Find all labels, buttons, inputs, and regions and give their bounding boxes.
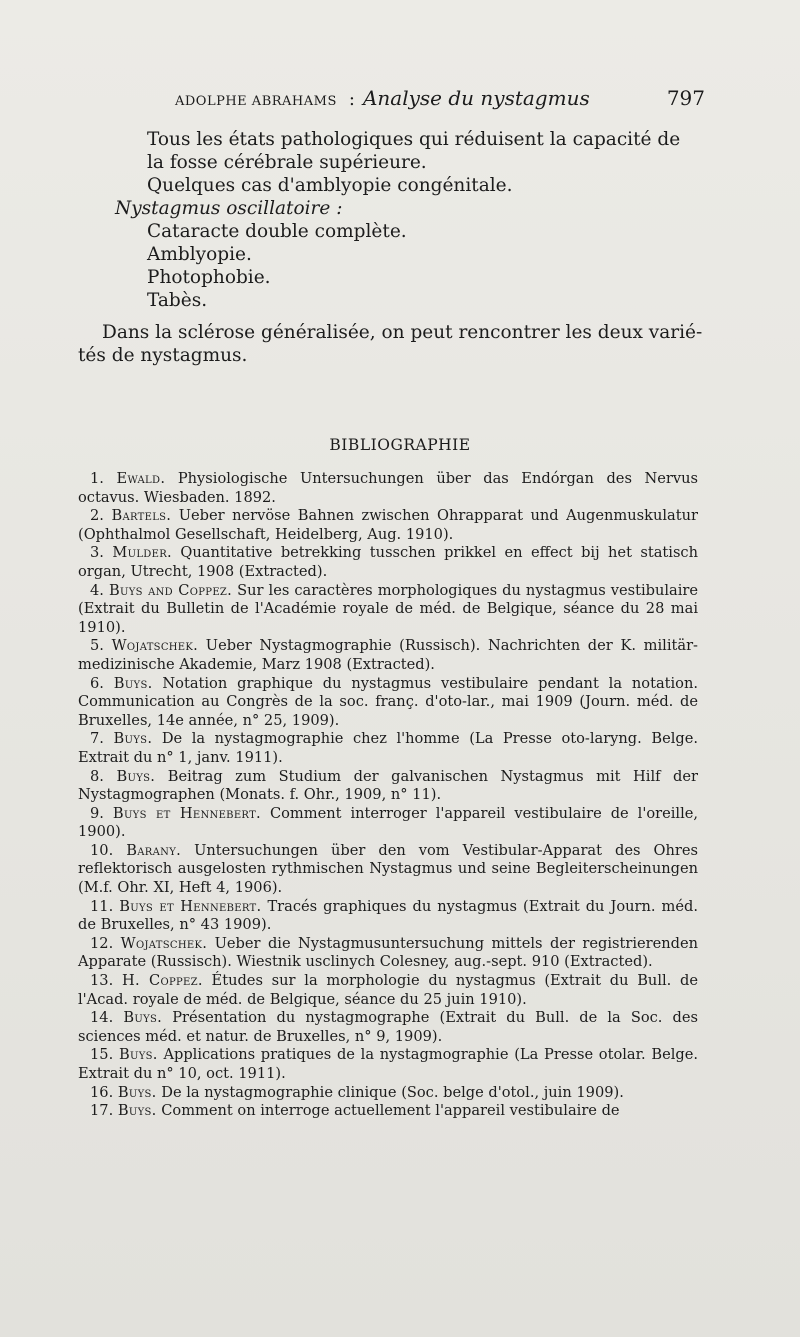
entry-number: 2.: [90, 507, 104, 525]
bibliography-entry: [78, 1084, 698, 1103]
entry-number: 12.: [90, 934, 114, 952]
paragraph-line: Dans la sclérose généralisée, on peut rencontrer les deux varié-: [102, 322, 703, 343]
bibliography-entry: [78, 730, 698, 767]
text-line: Tous les états pathologiques qui réduisent la capacité de: [147, 129, 681, 150]
entry-author: Buys.: [123, 1009, 163, 1027]
list-item: Tabès.: [147, 290, 208, 311]
entry-author: Ewald.: [116, 470, 166, 487]
bibliography-entry: [78, 1046, 698, 1083]
entry-text: Notation graphique du nystagmus vestibulaire pendant la notation. Communication au Congrès de la soc. franç. d'oto-lar., mai 1909 (Journ. méd. de Bruxelles, 14e année, n° 25, 1909).: [78, 674, 698, 729]
header-title: Analyse du nystagmus: [362, 86, 590, 110]
entry-text: Ueber nervöse Bahnen zwischen Ohrapparat und Augenmuskulatur (Ophthalmol Gesellschaft, Heidelberg, Aug. 1910).: [78, 507, 698, 543]
entry-text: Applications pratiques de la nystagmographie (La Presse otolar. Belge. Extrait du n° 10, oct. 1911).: [78, 1046, 698, 1082]
entry-number: 5.: [90, 637, 104, 655]
list-item: Photophobie.: [147, 267, 271, 288]
main-text: [60, 128, 710, 367]
entry-number: 7.: [90, 730, 104, 748]
entry-number: 11.: [90, 897, 114, 915]
entry-author: Buys.: [118, 1046, 158, 1064]
bibliography-entry: [78, 805, 698, 842]
entry-text: De la nystagmographie chez l'homme (La Presse oto-laryng. Belge. Extrait du n° 1, janv. 1911).: [78, 730, 699, 766]
entry-number: 9.: [90, 804, 104, 822]
bibliography-entry: [78, 637, 698, 674]
entry-author: Buys.: [117, 1083, 157, 1101]
entry-number: 3.: [90, 544, 104, 562]
paragraph-line: tés de nystagmus.: [78, 345, 248, 366]
entry-text: Présentation du nystagmographe (Extrait du Bull. de la Soc. des sciences méd. et natur. de Bruxelles, n° 9, 1909).: [78, 1009, 699, 1045]
entry-author: Barany.: [126, 841, 182, 859]
bibliography-entry: [78, 898, 698, 935]
bibliography-entry: [78, 1009, 698, 1046]
entry-number: 6.: [90, 674, 104, 692]
entry-number: 8.: [90, 767, 104, 785]
entry-text: Ueber die Nystagmusuntersuchung mittels der registrierenden Apparate (Russisch). Wiestnik usclinych Colesney, aug.-sept. 910 (Extracted).: [78, 934, 699, 971]
entry-text: Sur les caractères morphologiques du nystagmus vestibulaire (Extrait du Bulletin de l'Académie royale de méd. de Belgique, séance du 28 mai 1910).: [78, 581, 699, 636]
bibliography-entry: [78, 935, 698, 972]
bibliography-entry: [78, 675, 698, 731]
bibliography-entry: [78, 1102, 698, 1121]
entry-text: Beitrag zum Studium der galvanischen Nystagmus mit Hilf der Nystagmographen (Monats. f. Ohr., 1909, n° 11).: [78, 767, 698, 804]
entry-author: H. Coppez.: [121, 972, 203, 990]
entry-text: Études sur la morphologie du nystagmus (Extrait du Bull. de l'Acad. royale de méd. de Belgique, séance du 25 juin 1910).: [78, 972, 699, 1008]
entry-number: 15.: [90, 1046, 114, 1064]
entry-text: Untersuchungen über den vom Vestibular-Apparat des Ohres reflektorisch ausgelosten rythmischen Nystagmus und seine Begleiterscheinungen (M.f. Ohr. XI, Heft 4, 1906).: [78, 841, 699, 897]
entry-text: De la nystagmographie clinique (Soc. belge d'otol., juin 1909).: [161, 1083, 624, 1101]
bibliography-entry: [78, 768, 698, 805]
entry-text: Physiologische Untersuchungen über das Endórgan des Nervus octavus. Wiesbaden. 1892.: [78, 470, 699, 506]
entry-number: 14.: [90, 1009, 114, 1027]
entry-text: Comment on interroge actuellement l'appareil vestibulaire de: [161, 1102, 620, 1120]
bibliography-entry: [78, 842, 698, 898]
entry-author: Buys and Coppez.: [108, 581, 233, 599]
entry-author: Buys.: [113, 674, 153, 692]
entry-number: 10.: [90, 841, 114, 859]
entry-author: Wojatschek.: [111, 637, 199, 655]
entry-text: Comment interroger l'appareil vestibulaire de l'oreille, 1900).: [78, 804, 699, 841]
bibliography-entry: [78, 972, 698, 1009]
entry-number: 4.: [90, 581, 104, 599]
entry-author: Buys.: [113, 730, 153, 748]
entry-number: 1.: [90, 470, 104, 487]
running-head: [175, 86, 705, 114]
header-author: ADOLPHE ABRAHAMS: [175, 94, 337, 109]
entry-text: Ueber Nystagmographie (Russisch). Nachrichten der K. militär-medizinische Akademie, Marz 1908 (Extracted).: [78, 637, 698, 673]
entry-author: Buys.: [117, 1102, 157, 1120]
entry-author: Buys et Hennebert.: [112, 804, 261, 822]
entry-text: Tracés graphiques du nystagmus (Extrait du Journ. méd. de Bruxelles, n° 43 1909).: [78, 897, 699, 934]
text-line: la fosse cérébrale supérieure.: [147, 152, 427, 173]
bibliography-entry: [78, 470, 698, 507]
entry-author: Bartels.: [111, 507, 172, 525]
entry-author: Wojatschek.: [120, 934, 208, 952]
entry-number: 13.: [90, 972, 114, 990]
bibliography-entry: [78, 507, 698, 544]
entry-author: Buys et Hennebert.: [119, 897, 262, 915]
subheading: Nystagmus oscillatoire :: [115, 198, 343, 219]
entry-number: 16.: [90, 1083, 114, 1101]
bibliography-title: BIBLIOGRAPHIE: [329, 436, 471, 454]
bibliography-entry: [78, 582, 698, 638]
list-item: Cataracte double complète.: [147, 221, 407, 242]
list-item: Amblyopie.: [147, 244, 252, 265]
entry-author: Buys.: [116, 767, 156, 785]
entry-author: Mulder.: [112, 544, 172, 562]
page-number: 797: [666, 86, 705, 110]
header-colon: :: [348, 89, 355, 110]
entry-number: 17.: [90, 1102, 114, 1120]
entry-text: Quantitative betrekking tusschen prikkel en effect bij het statisch organ, Utrecht, 1908 (Extracted).: [78, 544, 699, 580]
bibliography-list: [78, 470, 698, 1121]
text-line: Quelques cas d'amblyopie congénitale.: [147, 175, 513, 196]
bibliography-entry: [78, 544, 698, 581]
